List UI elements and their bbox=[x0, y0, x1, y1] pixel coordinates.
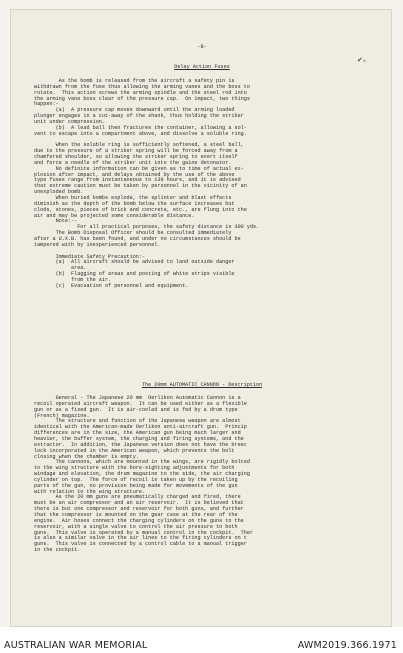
text-line: closing when the chamber is empty. bbox=[34, 453, 139, 460]
text-line: is also a similar valve in the air lines to the firing cylinders on t bbox=[34, 535, 247, 542]
text-line: clods, stones, pieces of brick and concrete, etc., are flung into the bbox=[34, 206, 247, 213]
text-line: (a) All aircraft should be advised to land outside danger bbox=[34, 259, 235, 266]
text-line: unexploded bomb. bbox=[34, 189, 84, 196]
text-line: must be an air compressor and an air reservoir. It is believed that bbox=[34, 500, 244, 507]
text-line: and force a needle of the striker unit into the gaine detonator. bbox=[34, 159, 232, 166]
text-line: cylinder on top. The force of recoil is taken up by the recoiling bbox=[34, 476, 238, 483]
text-line: (a) A pressure cap moves downward until the arming loaded bbox=[34, 107, 235, 114]
document-text bbox=[11, 10, 392, 627]
text-line: As the bomb is released from the aircraft a safety pin is bbox=[34, 78, 235, 84]
text-line: from the air. bbox=[34, 276, 112, 283]
text-line: tampered with by inexperienced personnel. bbox=[34, 241, 161, 248]
text-line: type fuses range from instantaneous to 130 hours, and it is advised bbox=[34, 177, 241, 184]
text-line: air and may be projected some considerable distance. bbox=[34, 212, 195, 219]
text-line: parts of the gun, no provision being made for movements of the gun bbox=[34, 482, 238, 489]
page-number: -8- bbox=[197, 44, 207, 50]
document-page bbox=[10, 9, 392, 627]
text-line: due to the pressure of a striker spring will be forced away from a bbox=[34, 148, 238, 155]
text-line: The Bomb Disposal Officer should be consulted immediately bbox=[34, 230, 232, 237]
text-line: differences are in the size, the American gun being much larger and bbox=[34, 430, 241, 437]
text-line: recoil operated aircraft weapon. It can be used either as a flexible bbox=[34, 400, 247, 407]
text-line: As the 20 mm guns are pneumatically charged and fired, there bbox=[34, 494, 241, 501]
text-line: that the compressor is mounted on the gear case at the rear of the bbox=[34, 512, 238, 518]
text-line: plunger engages in a cut-away of the shank, thus holding the striker bbox=[34, 113, 244, 120]
text-line: to the wing structure with the bore-sighting adjustments for both bbox=[34, 465, 235, 472]
text-line: vent to escape into a compartment above, and dissolve a soluble ring. bbox=[34, 130, 247, 137]
text-line: happen:- bbox=[34, 101, 59, 108]
footer-accession-number: AWM2019.366.1971 bbox=[297, 640, 397, 651]
archive-footer bbox=[0, 627, 403, 653]
text-line: rotate. This action screws the arming spindle and the steel rod into bbox=[34, 89, 247, 96]
text-line: heavier, the buffer system, the charging and firing systems, and the bbox=[34, 435, 244, 442]
text-line: Immediate Safety Precaution:- bbox=[34, 253, 146, 260]
text-line: When the soluble ring is sufficiently softened, a steel ball, bbox=[34, 142, 244, 149]
text-line: the arming vane boss clear of the pressure cap. On impact, two things bbox=[34, 95, 250, 102]
text-line: (b) A lead ball then fractures the container, allowing a sol- bbox=[34, 124, 247, 131]
text-line: extractor. In addition, the Japanese version does not have the breec bbox=[34, 441, 247, 448]
text-line: (c) Evacuation of personnel and equipment. bbox=[34, 282, 189, 289]
text-line: unit under compression. bbox=[34, 118, 105, 125]
text-line: plosion after impact, and delays obtained by the use of the above bbox=[34, 171, 235, 178]
text-line: No definite information can be given as to time of actual ex- bbox=[34, 165, 244, 172]
text-line: (French) magazine. bbox=[34, 412, 90, 419]
text-line: guns. This valve is connected by a control cable to a manual trigger bbox=[34, 541, 247, 548]
handwritten-mark: ✔ₓ bbox=[357, 56, 366, 64]
text-line: (b) Flagging of areas and posting of white strips visible bbox=[34, 271, 235, 278]
text-line: withdrawn from the fuse thus allowing the arming vanes and the boss to bbox=[34, 83, 250, 90]
text-line: after a U.X.B. has been found, and under no circumstances should be bbox=[34, 235, 241, 242]
text-line: The cannons, which are mounted in the wings, are rigidly bolted bbox=[34, 459, 250, 466]
text-line: there is but one compressor and reservoir for both guns, and further bbox=[34, 506, 244, 513]
text-line: Note:-- bbox=[34, 218, 78, 225]
text-line: windage and elevation, the drum magazine to the side, the air charging bbox=[34, 471, 250, 478]
text-line: chamfered shoulder, so allowing the striker spring to exert itself bbox=[34, 154, 238, 161]
text-line: guns. This valve is operated by a manual control in the cockpit. Ther bbox=[34, 529, 254, 536]
section-heading: The 20mm AUTOMATIC CANNON - Description bbox=[141, 382, 263, 388]
text-line: lock incorporated in the American weapon, which prevents the bolt bbox=[34, 447, 235, 454]
text-line: General - The Japanese 20 mm Oerlikon Automatic Cannon is a bbox=[34, 395, 241, 401]
text-line: reservoir, with a single valve to control the air pressure to both bbox=[34, 523, 238, 530]
section-heading: Delay Action Fuses bbox=[174, 64, 230, 70]
text-line: The structure and function of the Japanese weapon are almost bbox=[34, 418, 241, 425]
text-line: with relation to the wing structure. bbox=[34, 488, 146, 495]
text-line: gun or as a fixed gun. It is air-cooled and is fed by a drum type bbox=[34, 406, 238, 413]
footer-institution: AUSTRALIAN WAR MEMORIAL bbox=[4, 640, 148, 651]
text-line: engine. Air hoses connect the charging cylinders on the guns to the bbox=[34, 517, 244, 524]
text-line: When buried bombs explode, the splinter and blast effects bbox=[34, 195, 232, 201]
text-line: identical with the American-made Oerlikon anti-aircraft gun. Princip bbox=[34, 424, 247, 431]
text-line: diminish as the depth of the bomb below the surface increases but bbox=[34, 200, 235, 207]
text-line: For all practical purposes, the safety distance is 300 yds. bbox=[34, 224, 260, 231]
text-line: that extreme caution must be taken by personnel in the vicinity of an bbox=[34, 183, 247, 190]
text-line: area. bbox=[34, 265, 87, 272]
text-line: in the cockpit. bbox=[34, 547, 81, 554]
